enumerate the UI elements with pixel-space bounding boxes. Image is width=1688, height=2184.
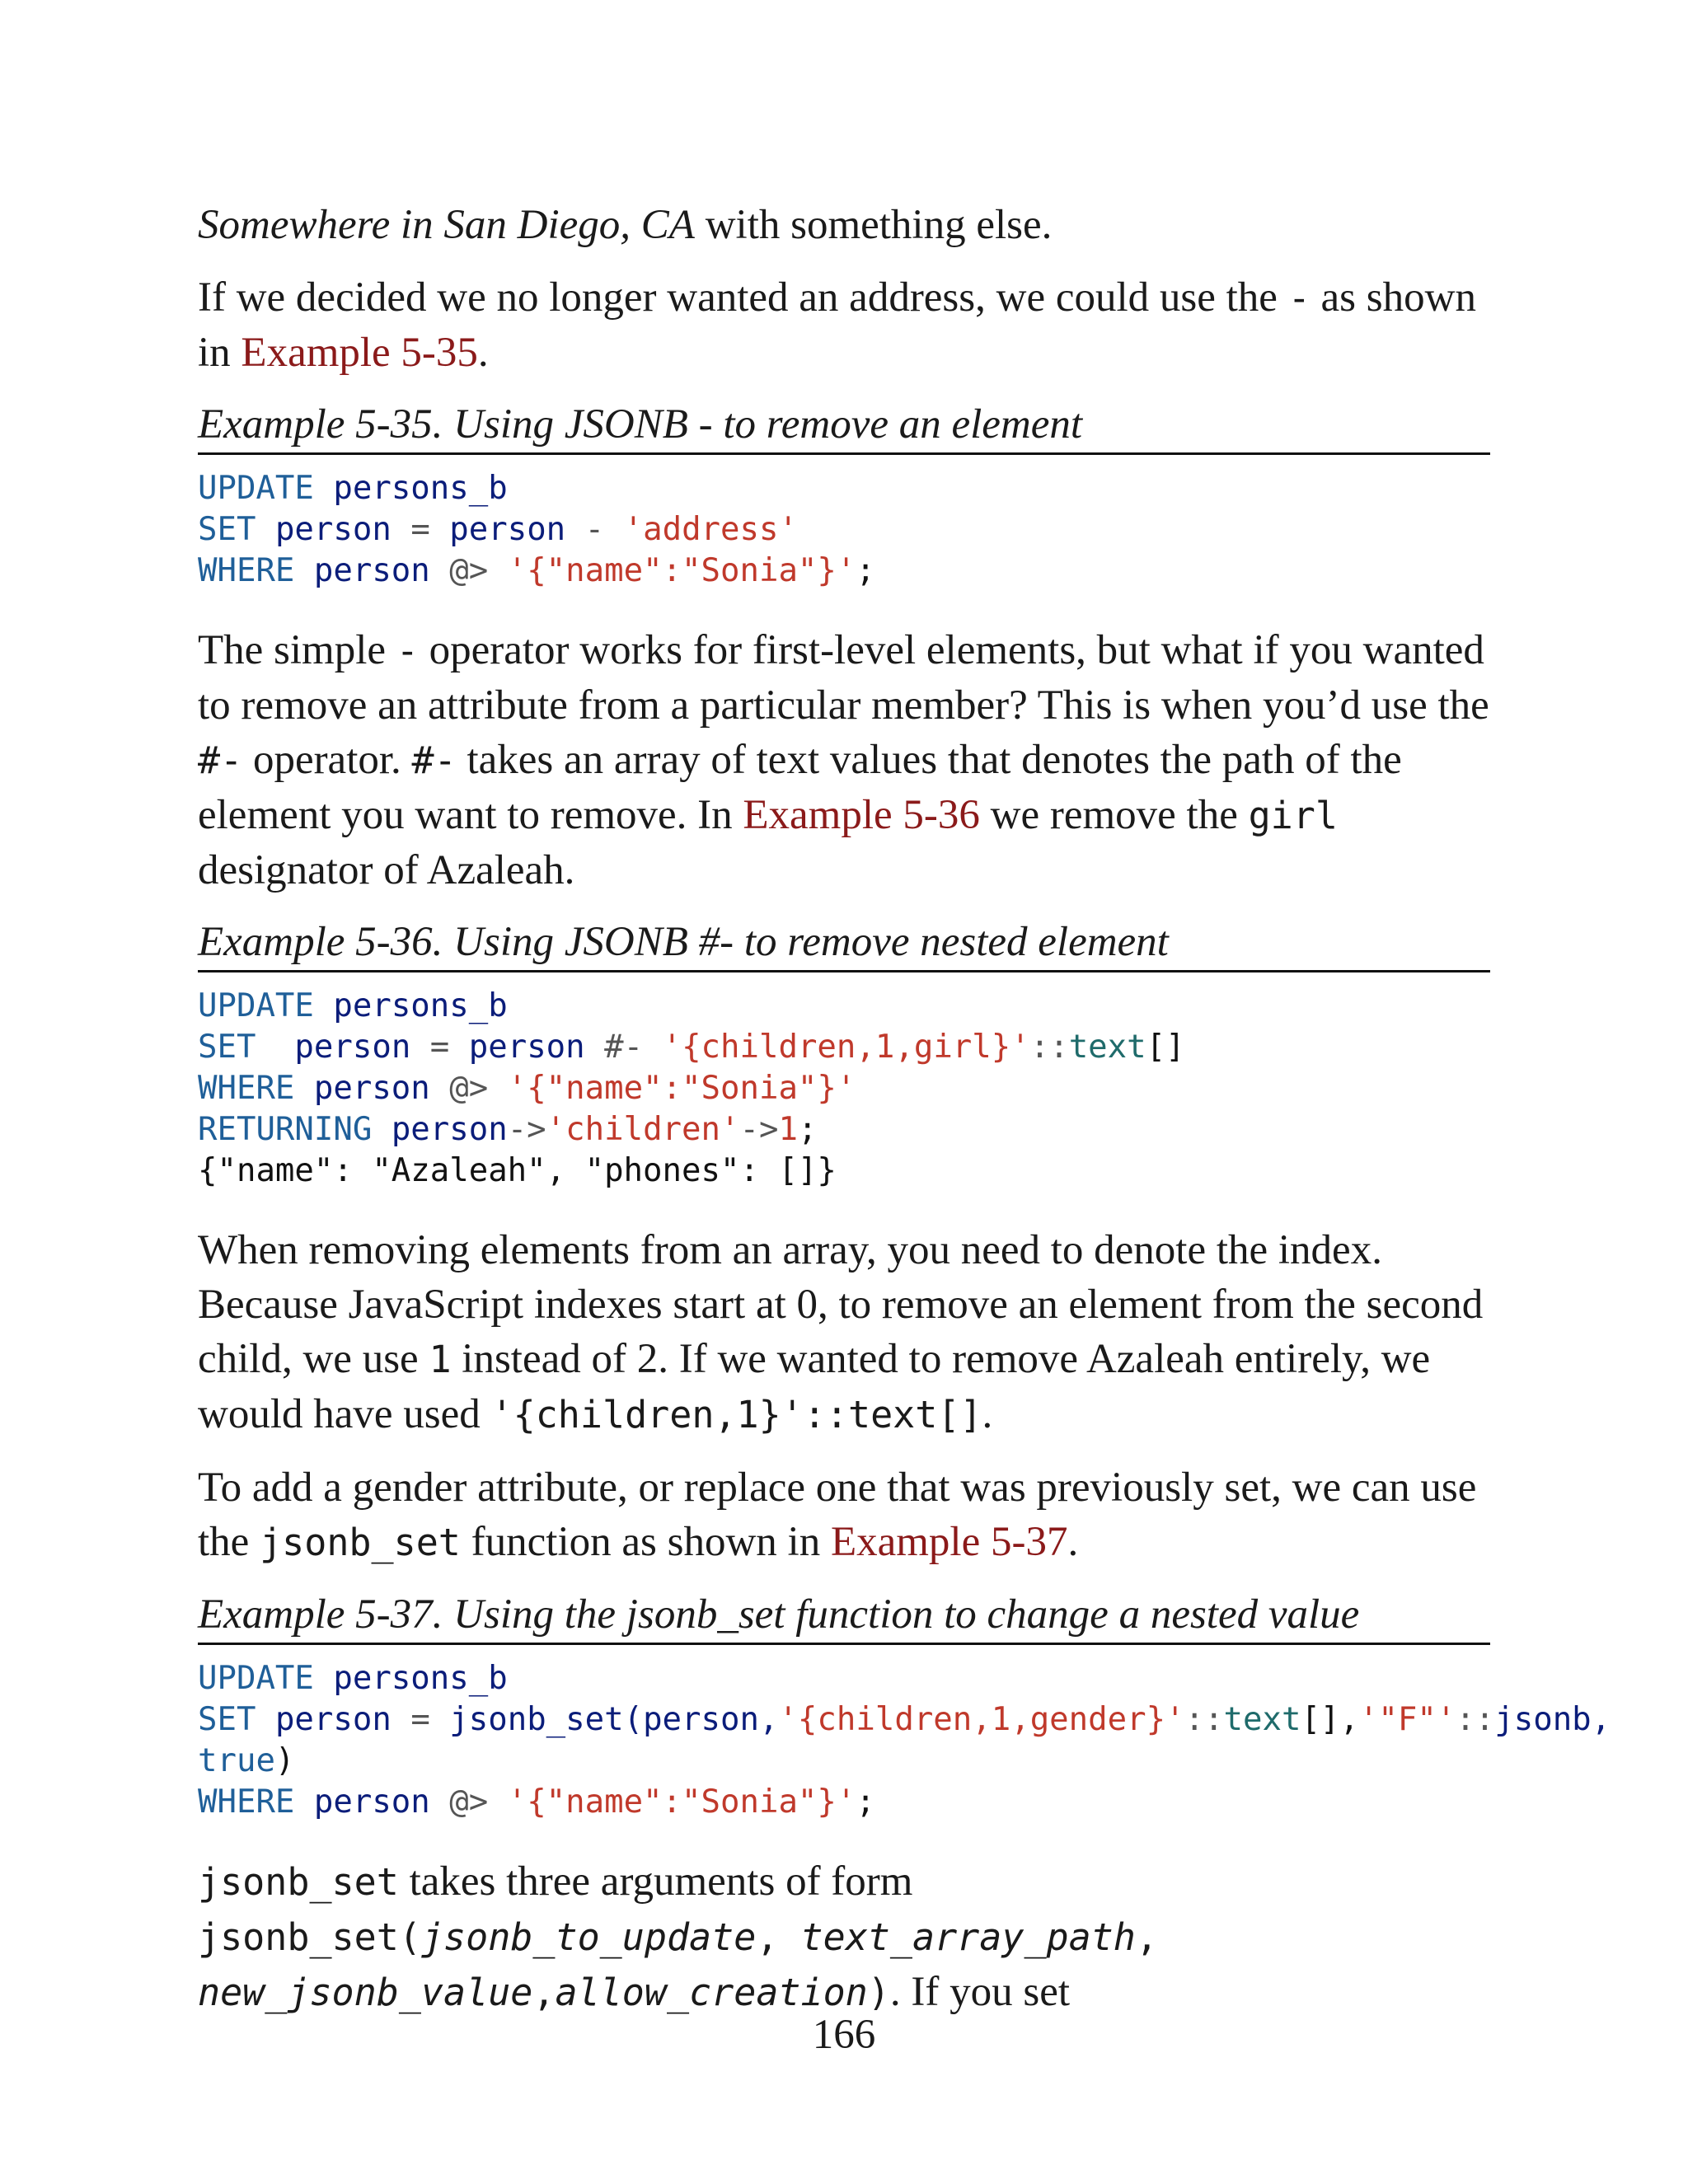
caption-example-5-37: Example 5-37. Using the jsonb_set function to change a nested value <box>198 1588 1490 1645</box>
text: function as shown in <box>460 1519 831 1565</box>
code-keyword: RETURNING <box>198 1111 373 1148</box>
text: When removing elements from an array, you need to denote the index. Because JavaScript indexes start at 0, to remove an element from the second child, we use <box>198 1227 1484 1382</box>
code-identifier: person <box>449 511 566 548</box>
code-block-example-5-37 <box>198 1658 1611 1823</box>
paragraph-6 <box>198 1854 1490 2020</box>
code-type: text <box>1223 1701 1301 1738</box>
code-string: 'children' <box>546 1111 740 1148</box>
code-identifier: person <box>313 1070 430 1107</box>
code-string: '{children,1,girl}' <box>662 1029 1030 1066</box>
code-operator: = <box>410 1701 430 1738</box>
code-identifier: person <box>313 1783 430 1821</box>
code-punct: ; <box>856 552 875 589</box>
code-type: text <box>1068 1029 1146 1066</box>
text: operator. <box>242 737 412 783</box>
code-operator: -> <box>739 1111 779 1148</box>
code-operator: -> <box>507 1111 546 1148</box>
code-operator: - <box>584 511 605 548</box>
code-identifier: person <box>313 552 430 589</box>
code-identifier: person <box>274 511 392 548</box>
inline-code: , <box>756 1915 801 1959</box>
inline-code: girl <box>1248 794 1338 837</box>
inline-code: #- <box>411 738 457 782</box>
link-example-5-35[interactable]: Example 5-35 <box>241 330 478 376</box>
code-string: '{"name":"Sonia"}' <box>507 1070 856 1107</box>
inline-code-italic: text_array_path <box>800 1915 1136 1959</box>
text: as shown in <box>198 274 1476 376</box>
text: . <box>1067 1519 1079 1565</box>
code-punct: [] <box>1146 1029 1185 1066</box>
code-punct: ; <box>797 1111 818 1148</box>
code-identifier: persons_b <box>333 470 508 507</box>
inline-code: '{children,1}'::text[] <box>490 1393 982 1436</box>
inline-code-italic: allow_creation <box>555 1971 868 2014</box>
code-keyword: SET <box>198 511 256 548</box>
code-number: 1 <box>778 1111 798 1148</box>
text: If we decided we no longer wanted an address, we could use the <box>198 274 1288 321</box>
code-operator: :: <box>1456 1701 1495 1738</box>
code-identifier: persons_b <box>333 1660 508 1697</box>
inline-code-italic: jsonb_to_update <box>420 1915 757 1959</box>
page-content <box>198 198 1611 2038</box>
code-string: '{"name":"Sonia"}' <box>507 1783 856 1821</box>
paragraph-3 <box>198 623 1490 898</box>
code-keyword: UPDATE <box>198 987 314 1024</box>
paragraph-2 <box>198 270 1490 380</box>
code-operator: @> <box>449 1783 489 1821</box>
code-identifier: person <box>274 1701 392 1738</box>
italic-location: Somewhere in San Diego, CA <box>198 202 695 248</box>
page-number: 166 <box>812 2012 876 2058</box>
text: To add a gender attribute, or replace one that was previously set, we can use the <box>198 1465 1477 1565</box>
inline-code: - <box>1287 276 1311 320</box>
inline-code: , <box>1135 1915 1158 1959</box>
code-string: '{children,1,gender}' <box>778 1701 1185 1738</box>
text: . If you set <box>889 1969 1070 2015</box>
text: operator works for first-level elements, but what if you wanted to remove an attribute from a particular member? This is when you’d use the <box>198 627 1489 729</box>
text: designator of Azaleah. <box>198 847 575 893</box>
code-string: '"F"' <box>1358 1701 1456 1738</box>
code-identifier: persons_b <box>333 987 508 1024</box>
code-keyword: UPDATE <box>198 1660 314 1697</box>
code-identifier: person <box>391 1111 508 1148</box>
code-identifier: person <box>468 1029 585 1066</box>
paragraph-4 <box>198 1223 1490 1442</box>
text: with something else. <box>694 202 1053 248</box>
paragraph-5 <box>198 1460 1490 1570</box>
code-keyword: true <box>198 1742 275 1779</box>
code-operator: @> <box>449 552 489 589</box>
code-string: 'address' <box>623 511 798 548</box>
inline-code-italic: new_jsonb_value <box>198 1971 533 2014</box>
code-type: jsonb, <box>1494 1701 1611 1738</box>
code-block-example-5-36 <box>198 986 1490 1192</box>
code-function: jsonb_set(person, <box>449 1701 779 1738</box>
code-keyword: UPDATE <box>198 470 314 507</box>
caption-example-5-36: Example 5-36. Using JSONB #- to remove nested element <box>198 916 1490 972</box>
inline-code: 1 <box>429 1338 452 1381</box>
inline-code: jsonb_set( <box>198 1915 421 1959</box>
inline-code: - <box>396 629 419 673</box>
code-identifier: person <box>294 1029 411 1066</box>
text: takes three arguments of form <box>398 1858 913 1905</box>
code-keyword: WHERE <box>198 552 295 589</box>
text: . <box>982 1391 993 1437</box>
code-string: '{"name":"Sonia"}' <box>507 552 856 589</box>
code-output: {"name": "Azaleah", "phones": []} <box>198 1152 837 1189</box>
inline-code: #- <box>198 738 243 782</box>
code-operator: @> <box>449 1070 489 1107</box>
text: takes an array of text values that denotes the path of the element you want to remove. In <box>198 737 1402 838</box>
inline-code: jsonb_set <box>260 1521 461 1564</box>
code-punct: [], <box>1301 1701 1359 1738</box>
code-keyword: WHERE <box>198 1783 295 1821</box>
code-keyword: SET <box>198 1029 256 1066</box>
caption-example-5-35: Example 5-35. Using JSONB - to remove an element <box>198 398 1490 455</box>
inline-code: jsonb_set <box>198 1860 399 1904</box>
code-operator: = <box>429 1029 450 1066</box>
code-block-example-5-35 <box>198 468 1490 592</box>
inline-code: ) <box>867 1971 890 2014</box>
text: . <box>477 330 489 376</box>
text: instead of 2. If we wanted to remove Azaleah entirely, we would have used <box>198 1336 1431 1437</box>
code-operator: :: <box>1029 1029 1069 1066</box>
code-punct: ; <box>856 1783 875 1821</box>
link-example-5-37[interactable]: Example 5-37 <box>830 1519 1068 1565</box>
code-punct: ) <box>274 1742 295 1779</box>
inline-code: , <box>532 1971 556 2014</box>
code-keyword: WHERE <box>198 1070 295 1107</box>
paragraph-1 <box>198 198 1490 252</box>
text: The simple <box>198 627 396 673</box>
code-keyword: SET <box>198 1701 256 1738</box>
text: we remove the <box>979 792 1249 838</box>
code-operator: = <box>410 511 430 548</box>
code-operator: #- <box>604 1029 644 1066</box>
code-operator: :: <box>1184 1701 1224 1738</box>
link-example-5-36[interactable]: Example 5-36 <box>743 792 980 838</box>
